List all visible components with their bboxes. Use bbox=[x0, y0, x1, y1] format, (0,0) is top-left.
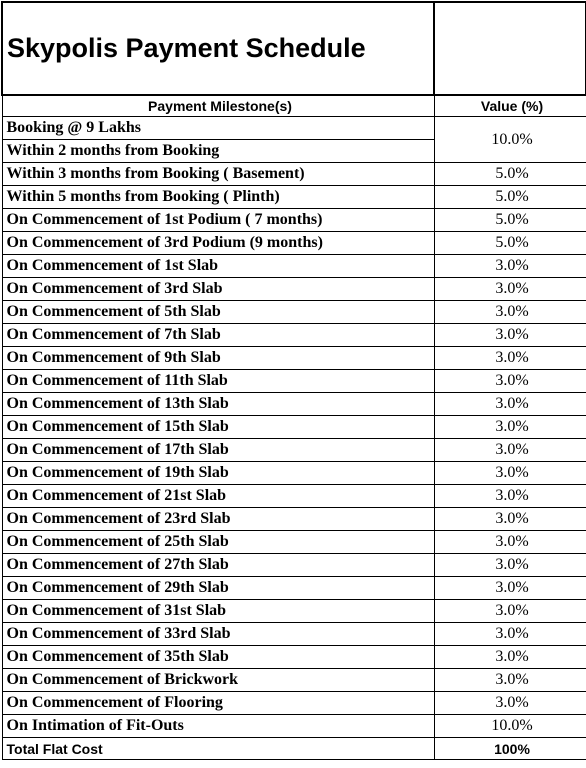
value-cell: 10.0% bbox=[434, 117, 586, 163]
header-row bbox=[2, 95, 586, 117]
table-row bbox=[2, 209, 586, 232]
milestone-cell: On Commencement of 1st Slab bbox=[2, 255, 434, 278]
value-cell: 3.0% bbox=[434, 439, 586, 462]
value-cell: 3.0% bbox=[434, 393, 586, 416]
milestone-cell: On Commencement of 15th Slab bbox=[2, 416, 434, 439]
milestone-cell: Within 5 months from Booking ( Plinth) bbox=[2, 186, 434, 209]
milestone-cell: On Commencement of 3rd Slab bbox=[2, 278, 434, 301]
milestone-cell: On Commencement of 35th Slab bbox=[2, 646, 434, 669]
table-row bbox=[2, 163, 586, 186]
table-row bbox=[2, 577, 586, 600]
payment-schedule-table bbox=[1, 1, 586, 760]
milestone-cell: On Commencement of 17th Slab bbox=[2, 439, 434, 462]
value-cell: 10.0% bbox=[434, 715, 586, 738]
table-row bbox=[2, 715, 586, 738]
value-cell: 3.0% bbox=[434, 416, 586, 439]
table-row bbox=[2, 347, 586, 370]
milestone-cell: On Commencement of 3rd Podium (9 months) bbox=[2, 232, 434, 255]
value-cell: 3.0% bbox=[434, 623, 586, 646]
value-cell: 5.0% bbox=[434, 232, 586, 255]
table-row bbox=[2, 600, 586, 623]
value-cell: 3.0% bbox=[434, 324, 586, 347]
total-value: 100% bbox=[434, 738, 586, 760]
total-label: Total Flat Cost bbox=[2, 738, 434, 760]
milestone-cell: On Commencement of 25th Slab bbox=[2, 531, 434, 554]
table-row bbox=[2, 508, 586, 531]
table-row-booking-1 bbox=[2, 117, 586, 140]
table-row bbox=[2, 439, 586, 462]
header-milestone: Payment Milestone(s) bbox=[2, 95, 434, 117]
table-row bbox=[2, 554, 586, 577]
table-row bbox=[2, 324, 586, 347]
value-cell: 3.0% bbox=[434, 600, 586, 623]
table-row bbox=[2, 416, 586, 439]
milestone-cell: On Commencement of 29th Slab bbox=[2, 577, 434, 600]
header-value: Value (%) bbox=[434, 95, 586, 117]
table-row bbox=[2, 301, 586, 324]
table-row bbox=[2, 462, 586, 485]
milestone-cell: On Commencement of 9th Slab bbox=[2, 347, 434, 370]
value-cell: 3.0% bbox=[434, 669, 586, 692]
total-row bbox=[2, 738, 586, 760]
value-cell: 3.0% bbox=[434, 301, 586, 324]
milestone-cell: On Commencement of 1st Podium ( 7 months) bbox=[2, 209, 434, 232]
table-row bbox=[2, 692, 586, 715]
value-cell: 3.0% bbox=[434, 692, 586, 715]
value-cell: 3.0% bbox=[434, 485, 586, 508]
value-cell: 5.0% bbox=[434, 209, 586, 232]
title-blank-cell bbox=[434, 2, 586, 95]
milestone-cell: On Intimation of Fit-Outs bbox=[2, 715, 434, 738]
milestone-cell: On Commencement of 23rd Slab bbox=[2, 508, 434, 531]
value-cell: 5.0% bbox=[434, 186, 586, 209]
value-cell: 5.0% bbox=[434, 163, 586, 186]
value-cell: 3.0% bbox=[434, 370, 586, 393]
milestone-cell: On Commencement of 21st Slab bbox=[2, 485, 434, 508]
table-row bbox=[2, 370, 586, 393]
milestone-cell: On Commencement of 31st Slab bbox=[2, 600, 434, 623]
table-row bbox=[2, 255, 586, 278]
milestone-cell: Booking @ 9 Lakhs bbox=[2, 117, 434, 140]
table-row bbox=[2, 623, 586, 646]
milestone-cell: On Commencement of 5th Slab bbox=[2, 301, 434, 324]
table-row bbox=[2, 531, 586, 554]
milestone-cell: On Commencement of 13th Slab bbox=[2, 393, 434, 416]
table-row bbox=[2, 393, 586, 416]
value-cell: 3.0% bbox=[434, 646, 586, 669]
milestone-cell: Within 3 months from Booking ( Basement) bbox=[2, 163, 434, 186]
milestone-cell: On Commencement of 19th Slab bbox=[2, 462, 434, 485]
value-cell: 3.0% bbox=[434, 462, 586, 485]
table-row bbox=[2, 485, 586, 508]
table-row bbox=[2, 646, 586, 669]
milestone-cell: On Commencement of Flooring bbox=[2, 692, 434, 715]
value-cell: 3.0% bbox=[434, 347, 586, 370]
value-cell: 3.0% bbox=[434, 255, 586, 278]
table-row bbox=[2, 232, 586, 255]
table-row bbox=[2, 186, 586, 209]
value-cell: 3.0% bbox=[434, 554, 586, 577]
milestone-cell: Within 2 months from Booking bbox=[2, 140, 434, 163]
milestone-cell: On Commencement of 27th Slab bbox=[2, 554, 434, 577]
value-cell: 3.0% bbox=[434, 531, 586, 554]
milestone-cell: On Commencement of 7th Slab bbox=[2, 324, 434, 347]
table-row bbox=[2, 669, 586, 692]
table-row bbox=[2, 278, 586, 301]
value-cell: 3.0% bbox=[434, 278, 586, 301]
value-cell: 3.0% bbox=[434, 577, 586, 600]
page-title: Skypolis Payment Schedule bbox=[2, 2, 434, 95]
title-row bbox=[2, 2, 586, 95]
milestone-cell: On Commencement of 33rd Slab bbox=[2, 623, 434, 646]
milestone-cell: On Commencement of 11th Slab bbox=[2, 370, 434, 393]
value-cell: 3.0% bbox=[434, 508, 586, 531]
milestone-cell: On Commencement of Brickwork bbox=[2, 669, 434, 692]
